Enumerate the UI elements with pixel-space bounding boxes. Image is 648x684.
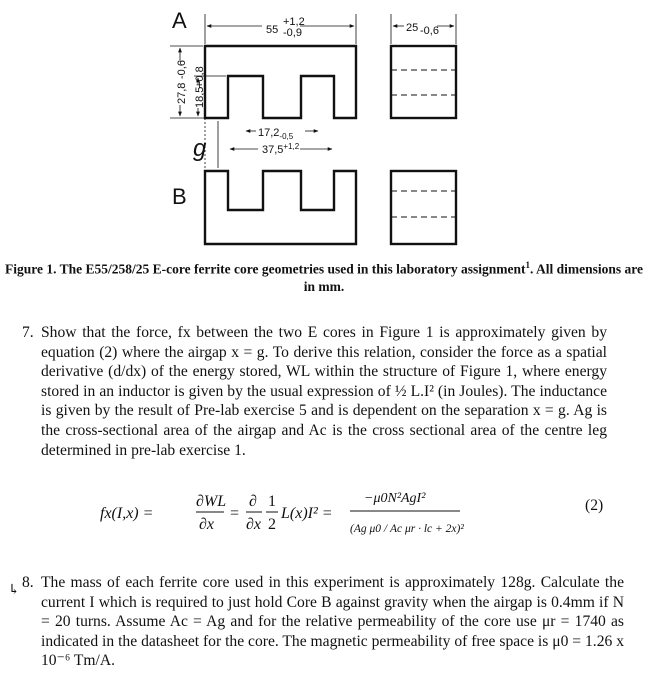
core-a-front-view: [205, 46, 356, 118]
margin-mark: ↳: [8, 583, 20, 598]
caption-footnote-ref: 1: [525, 260, 531, 270]
core-b-side-view: [391, 171, 456, 244]
eq-equals-1: =: [230, 505, 240, 522]
core-b-label: B: [172, 184, 187, 209]
dim-width-tol-upper: +1,2: [283, 16, 305, 28]
eq-half-num: 1: [268, 493, 276, 510]
eq-denominator: (Ag μ0 / Ac μr · lc + 2x)²: [350, 523, 464, 535]
dim-window-span-value: $37,5^{+1,2}$: [262, 142, 300, 156]
question-7-number: 7.: [22, 324, 34, 341]
dim-height-inner-value: 18,5: [194, 86, 206, 108]
eq-dx: ∂x: [199, 516, 215, 533]
airgap-dimension: [205, 118, 218, 171]
core-a-side-view: [391, 46, 456, 118]
core-a-label: A: [172, 8, 187, 33]
question-7-text: Show that the force, fx between the two E cores in Figure 1 is approximately given by equation (2) where the airgap x = g. To derive this relation, consider the force as a spatial derivative (d/dx) of the energy stored, WL within the structure of Figure 1, where energy stored in an inductor is given by the usual expression of ½ L.I² (in Joules). The inductance is given by the result of Pre-lab exercise 5 and is dependent on the separation x = g. Ag is the cross-sectional area of the airgap and Ac is the cross sectional area of the centre leg determined in pre-lab exercise 1.: [41, 324, 607, 459]
core-b-front-view: [205, 171, 356, 244]
eq-dw: ∂WL: [196, 493, 227, 510]
eq-mid: L(x)I² =: [281, 505, 333, 522]
e-core-figure: [0, 0, 648, 250]
question-8-text: The mass of each ferrite core used in this experiment is approximately 128g. Calculate the current I which is required to just hold Core B against gravity when the airgap is 0.4mm if N = 20 turns. Assume Ac = Ag and for the relative permeability of the core use μr = 1740 as indicated in the datasheet for the core. The magnetic permeability of free space is μ0 = 1.26 x 10⁻⁶ Tm/A.: [41, 574, 624, 670]
dim-height-inner-tol: +0,8: [194, 66, 206, 88]
eq-numerator: −μ0N²AgI²: [364, 491, 426, 506]
caption-tail: . All dimensions are in mm.: [303, 261, 644, 294]
eq-lhs: fx(I,x) =: [100, 505, 154, 522]
airgap-label: g: [193, 135, 207, 162]
question-8-number: 8.: [22, 574, 34, 591]
dim-height-outer-value: 27,8: [176, 82, 188, 104]
dim-depth-value: 25: [406, 22, 419, 34]
dim-width-tol-lower: -0,9: [283, 27, 302, 39]
eq-half-den: 2: [268, 516, 276, 533]
caption-text: Figure 1. The E55/258/25 E-core ferrite core geometries used in this laboratory assignment: [4, 261, 526, 277]
dim-width-value: 55: [266, 24, 279, 36]
eq-d: ∂: [249, 493, 257, 510]
equation-number: (2): [585, 497, 604, 514]
figure-caption: [4, 257, 644, 295]
eq-dx-2: ∂x: [246, 516, 262, 533]
dim-center-leg-value: $17,2_{-0,5}$: [258, 127, 294, 141]
dim-depth-tol: -0,6: [420, 25, 439, 37]
equation-2: [100, 482, 500, 544]
dim-width-55: [205, 14, 356, 44]
dim-height-outer-tol: -0,6: [176, 60, 188, 79]
